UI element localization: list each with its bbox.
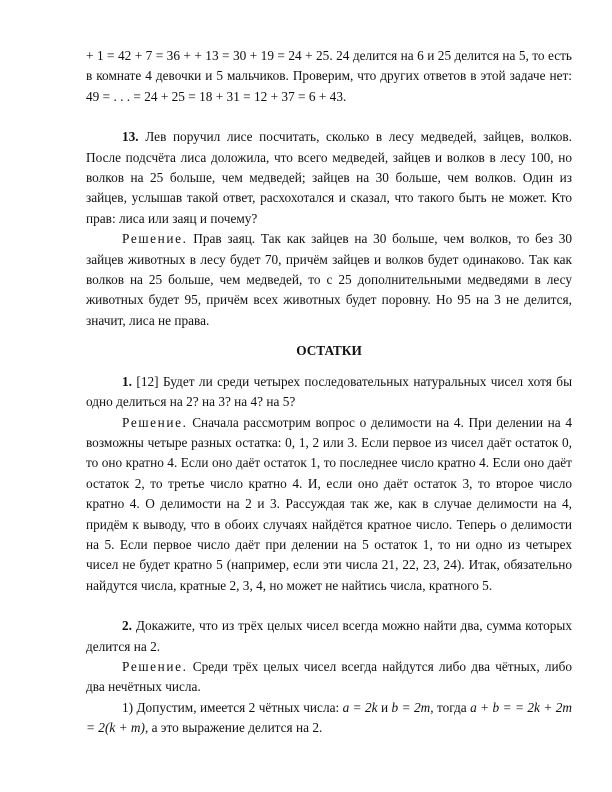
- problem-2-solution: [86, 657, 572, 698]
- case-1-and: и: [377, 699, 392, 715]
- problem-13-number: 13.: [122, 129, 139, 145]
- problem-1-solution-text: Сначала рассмотрим вопрос о делимости на 4. При делении на 4 возможны четыре разных остатка: 0, 1, 2 или 3. Если первое из чисел даёт остаток 0, то оно кратно 4. Если оно даёт остаток 1, то последнее число кратно 4. Если оно даёт остаток 2, то третье число кратно 4. И, если оно даёт остаток 3, то второе число кратно 4. О делимости на 2 и 3. Рассуждая так же, как в случае делимости на 4, придём к выводу, что в обоих случаях найдётся кратное число. Теперь о делимости на 5. Если первое число даёт при делении на 5 остаток 1, то ни одно из четырех чисел не будет кратно 5 (например, если эти числа 21, 22, 23, 24). Итак, обязательно найдутся числа, кратные 2, 3, 4, но может не найтись числа, кратного 5.: [86, 414, 572, 593]
- problem-13-solution-text: Прав заяц. Так как зайцев на 30 больше, чем волков, то без 30 зайцев животных в лесу будет 70, причём зайцев и волков будет одинаково. Так как волков на 25 больше, чем медведей, то с 25 дополнительными медведями в лесу животных будет 95, причём всех животных будет поровну. Но 95 на 3 не делится, значит, лиса не права.: [86, 231, 572, 328]
- case-1-sum: a + b = = 2k + 2m = 2(k + m): [86, 699, 572, 736]
- problem-2-number: 2.: [122, 618, 132, 634]
- problem-1-solution: [86, 413, 572, 597]
- problem-1-statement: [86, 372, 572, 413]
- solution-label: Решение.: [122, 658, 188, 674]
- problem-1-number: 1.: [122, 373, 132, 389]
- document-page: [86, 46, 572, 739]
- case-1-start: 1) Допустим, имеется 2 чётных числа:: [122, 699, 343, 715]
- case-1-formula-b: b = 2m,: [391, 699, 434, 715]
- problem-2-statement: [86, 616, 572, 657]
- solution-label: Решение.: [122, 231, 188, 247]
- case-1-mid: тогда: [433, 699, 471, 715]
- section-title: ОСТАТКИ: [296, 343, 362, 359]
- problem-2-solution-text: Среди трёх целых чисел всегда найдутся либо два чётных, либо два нечётных числа.: [86, 658, 572, 695]
- problem-13-solution: [86, 229, 572, 331]
- problem-13-statement: [86, 127, 572, 229]
- problem-2-case-1: [86, 698, 572, 739]
- problem-2-text: Докажите, что из трёх целых чисел всегда можно найти два, сумма которых делится на 2.: [86, 618, 573, 654]
- case-1-formula-a: a = 2k: [342, 699, 378, 715]
- solution-label: Решение.: [122, 414, 188, 430]
- problem-1-text: [12] Будет ли среди четырех последовательных натуральных чисел хотя бы одно делиться на 2? на 3? на 4? на 5?: [86, 373, 573, 410]
- case-1-end: , а это выражение делится на 2.: [144, 720, 323, 736]
- intro-paragraph: + 1 = 42 + 7 = 36 + + 13 = 30 + 19 = 24 + 25. 24 делится на 6 и 25 делится на 5, то есть в комнате 4 девочки и 5 мальчиков. Проверим, что других ответов в этой задаче нет: 49 = . . . = 24 + 25 = 18 + 31 = 12 + 37 = 6 + 43.: [86, 48, 572, 104]
- problem-13-text: Лев поручил лисе посчитать, сколько в лесу медведей, зайцев, волков. После подсчёта лиса доложила, что всего медведей, зайцев и волков в лесу 100, но волков на 25 больше, чем медведей; зайцев на 30 больше, чем волков. Один из зайцев, услышав такой ответ, расхохотался и сказал, что такого быть не может. Кто прав: лиса или заяц и почему?: [86, 129, 573, 226]
